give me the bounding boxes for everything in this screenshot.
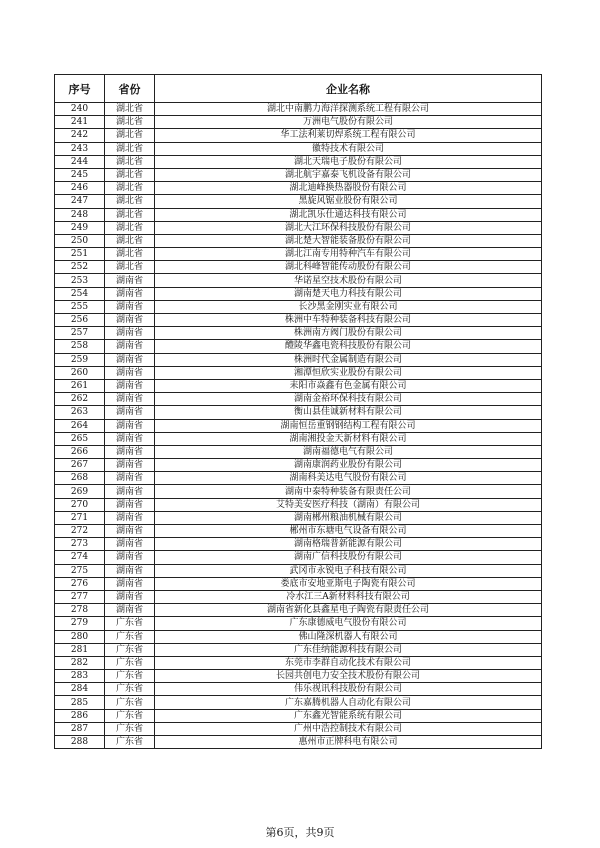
province-cell: 广东省 [105, 617, 155, 630]
table-row [55, 445, 542, 458]
serial-number-cell: 267 [55, 459, 105, 472]
table-row [55, 511, 542, 524]
table-row [55, 155, 542, 168]
company-name-cell: 华诺星空技术股份有限公司 [155, 274, 542, 287]
province-cell: 广东省 [105, 643, 155, 656]
company-name-cell: 醴陵华鑫电瓷科技股份有限公司 [155, 340, 542, 353]
table-row [55, 248, 542, 261]
table-row [55, 551, 542, 564]
serial-number-cell: 256 [55, 314, 105, 327]
company-name-cell: 湘潭恒欣实业股份有限公司 [155, 366, 542, 379]
province-cell: 湖南省 [105, 432, 155, 445]
province-cell: 湖北省 [105, 195, 155, 208]
table-header-row [55, 75, 542, 103]
table-row [55, 604, 542, 617]
table-row [55, 709, 542, 722]
serial-number-cell: 268 [55, 472, 105, 485]
company-name-cell: 湖北楚大智能装备股份有限公司 [155, 234, 542, 247]
serial-number-cell: 259 [55, 353, 105, 366]
province-cell: 湖南省 [105, 551, 155, 564]
header-company-name: 企业名称 [155, 75, 542, 103]
table-row [55, 129, 542, 142]
province-cell: 湖南省 [105, 485, 155, 498]
province-cell: 湖南省 [105, 274, 155, 287]
table-row [55, 182, 542, 195]
table-row [55, 393, 542, 406]
table-body [55, 103, 542, 749]
table-row [55, 261, 542, 274]
province-cell: 湖南省 [105, 393, 155, 406]
company-name-cell: 惠州市正牌科电有限公司 [155, 736, 542, 749]
company-name-cell: 万洲电气股份有限公司 [155, 116, 542, 129]
province-cell: 湖南省 [105, 564, 155, 577]
province-cell: 广东省 [105, 736, 155, 749]
serial-number-cell: 247 [55, 195, 105, 208]
serial-number-cell: 253 [55, 274, 105, 287]
serial-number-cell: 254 [55, 287, 105, 300]
province-cell: 湖南省 [105, 538, 155, 551]
province-cell: 广东省 [105, 683, 155, 696]
company-name-cell: 耒阳市焱鑫有色金属有限公司 [155, 379, 542, 392]
province-cell: 湖北省 [105, 234, 155, 247]
company-name-cell: 湖北科峰智能传动股份有限公司 [155, 261, 542, 274]
province-cell: 湖南省 [105, 314, 155, 327]
table-row [55, 643, 542, 656]
province-cell: 湖南省 [105, 445, 155, 458]
table-row [55, 432, 542, 445]
table-row [55, 300, 542, 313]
table-row [55, 472, 542, 485]
serial-number-cell: 251 [55, 248, 105, 261]
serial-number-cell: 269 [55, 485, 105, 498]
serial-number-cell: 261 [55, 379, 105, 392]
province-cell: 湖南省 [105, 340, 155, 353]
province-cell: 湖南省 [105, 406, 155, 419]
company-name-cell: 佛山隆深机器人有限公司 [155, 630, 542, 643]
company-name-cell: 艾特美安医疗科技（湖南）有限公司 [155, 498, 542, 511]
table-row [55, 485, 542, 498]
serial-number-cell: 244 [55, 155, 105, 168]
province-cell: 湖南省 [105, 353, 155, 366]
table-row [55, 406, 542, 419]
province-cell: 湖北省 [105, 168, 155, 181]
table-row [55, 116, 542, 129]
serial-number-cell: 286 [55, 709, 105, 722]
serial-number-cell: 285 [55, 696, 105, 709]
table-row [55, 538, 542, 551]
serial-number-cell: 272 [55, 525, 105, 538]
company-name-cell: 徽特技术有限公司 [155, 142, 542, 155]
province-cell: 湖北省 [105, 261, 155, 274]
serial-number-cell: 281 [55, 643, 105, 656]
serial-number-cell: 240 [55, 103, 105, 116]
table-row [55, 419, 542, 432]
serial-number-cell: 250 [55, 234, 105, 247]
company-name-cell: 株洲中车特种装备科技有限公司 [155, 314, 542, 327]
province-cell: 广东省 [105, 696, 155, 709]
province-cell: 湖南省 [105, 577, 155, 590]
table-row [55, 696, 542, 709]
table-row [55, 366, 542, 379]
serial-number-cell: 275 [55, 564, 105, 577]
serial-number-cell: 287 [55, 722, 105, 735]
province-cell: 湖南省 [105, 366, 155, 379]
table-row [55, 234, 542, 247]
province-cell: 湖南省 [105, 604, 155, 617]
company-name-cell: 湖南福德电气有限公司 [155, 445, 542, 458]
table-row [55, 577, 542, 590]
table-row [55, 736, 542, 749]
province-cell: 湖北省 [105, 248, 155, 261]
province-cell: 湖南省 [105, 525, 155, 538]
province-cell: 湖北省 [105, 129, 155, 142]
table-row [55, 564, 542, 577]
serial-number-cell: 266 [55, 445, 105, 458]
company-name-cell: 广东嘉腾机器人自动化有限公司 [155, 696, 542, 709]
province-cell: 湖北省 [105, 116, 155, 129]
company-name-cell: 广东鑫光智能系统有限公司 [155, 709, 542, 722]
province-cell: 广东省 [105, 709, 155, 722]
serial-number-cell: 246 [55, 182, 105, 195]
company-name-cell: 娄底市安地亚斯电子陶瓷有限公司 [155, 577, 542, 590]
serial-number-cell: 263 [55, 406, 105, 419]
company-name-cell: 广州中浩控制技术有限公司 [155, 722, 542, 735]
serial-number-cell: 282 [55, 656, 105, 669]
table-row [55, 459, 542, 472]
province-cell: 湖南省 [105, 511, 155, 524]
serial-number-cell: 243 [55, 142, 105, 155]
province-cell: 广东省 [105, 722, 155, 735]
serial-number-cell: 245 [55, 168, 105, 181]
table-row [55, 590, 542, 603]
table-row [55, 327, 542, 340]
table-row [55, 656, 542, 669]
company-name-cell: 衡山县佳诚新材料有限公司 [155, 406, 542, 419]
company-name-cell: 湖北江南专用特种汽车有限公司 [155, 248, 542, 261]
province-cell: 湖南省 [105, 379, 155, 392]
serial-number-cell: 280 [55, 630, 105, 643]
table-row [55, 195, 542, 208]
company-name-cell: 武冈市永锐电子科技有限公司 [155, 564, 542, 577]
serial-number-cell: 258 [55, 340, 105, 353]
page-number: 第6页，共9页 [265, 826, 335, 839]
company-name-cell: 长园共创电力安全技术股份有限公司 [155, 670, 542, 683]
serial-number-cell: 257 [55, 327, 105, 340]
serial-number-cell: 279 [55, 617, 105, 630]
company-name-cell: 黑旋风锯业股份有限公司 [155, 195, 542, 208]
serial-number-cell: 260 [55, 366, 105, 379]
header-serial-number: 序号 [55, 75, 105, 103]
province-cell: 湖北省 [105, 103, 155, 116]
serial-number-cell: 265 [55, 432, 105, 445]
company-name-cell: 湖北大江环保科技股份有限公司 [155, 221, 542, 234]
company-name-cell: 湖北航宇嘉泰飞机设备有限公司 [155, 168, 542, 181]
serial-number-cell: 273 [55, 538, 105, 551]
province-cell: 湖南省 [105, 300, 155, 313]
serial-number-cell: 242 [55, 129, 105, 142]
company-name-cell: 湖北中南鹏力海洋探测系统工程有限公司 [155, 103, 542, 116]
company-name-cell: 广东佳纳能源科技有限公司 [155, 643, 542, 656]
province-cell: 广东省 [105, 670, 155, 683]
table-row [55, 168, 542, 181]
company-name-cell: 湖南郴州粮油机械有限公司 [155, 511, 542, 524]
header-province: 省份 [105, 75, 155, 103]
serial-number-cell: 248 [55, 208, 105, 221]
serial-number-cell: 255 [55, 300, 105, 313]
province-cell: 湖北省 [105, 221, 155, 234]
company-name-cell: 株洲时代金属制造有限公司 [155, 353, 542, 366]
table-row [55, 287, 542, 300]
serial-number-cell: 274 [55, 551, 105, 564]
table-row [55, 103, 542, 116]
company-name-cell: 东莞市李群自动化技术有限公司 [155, 656, 542, 669]
province-cell: 湖南省 [105, 590, 155, 603]
serial-number-cell: 278 [55, 604, 105, 617]
province-cell: 广东省 [105, 630, 155, 643]
province-cell: 湖南省 [105, 419, 155, 432]
serial-number-cell: 270 [55, 498, 105, 511]
company-name-cell: 湖南康润药业股份有限公司 [155, 459, 542, 472]
province-cell: 湖南省 [105, 498, 155, 511]
serial-number-cell: 276 [55, 577, 105, 590]
company-name-cell: 湖南楚天电力科技有限公司 [155, 287, 542, 300]
company-name-cell: 湖南湘投金天新材料有限公司 [155, 432, 542, 445]
company-name-cell: 湖南格瑞普新能源有限公司 [155, 538, 542, 551]
table-row [55, 221, 542, 234]
company-name-cell: 株洲南方阀门股份有限公司 [155, 327, 542, 340]
table-row [55, 525, 542, 538]
serial-number-cell: 283 [55, 670, 105, 683]
table-row [55, 630, 542, 643]
company-name-cell: 湖南广信科技股份有限公司 [155, 551, 542, 564]
serial-number-cell: 264 [55, 419, 105, 432]
table-row [55, 379, 542, 392]
company-name-cell: 湖北凯乐仕通达科技有限公司 [155, 208, 542, 221]
serial-number-cell: 284 [55, 683, 105, 696]
province-cell: 广东省 [105, 656, 155, 669]
province-cell: 湖南省 [105, 459, 155, 472]
province-cell: 湖南省 [105, 327, 155, 340]
serial-number-cell: 249 [55, 221, 105, 234]
company-name-cell: 华工法利莱切焊系统工程有限公司 [155, 129, 542, 142]
province-cell: 湖南省 [105, 472, 155, 485]
company-name-cell: 湖北天瑞电子股份有限公司 [155, 155, 542, 168]
company-name-cell: 长沙黑金刚实业有限公司 [155, 300, 542, 313]
table-row [55, 142, 542, 155]
serial-number-cell: 288 [55, 736, 105, 749]
company-name-cell: 湖南科美达电气股份有限公司 [155, 472, 542, 485]
table-row [55, 617, 542, 630]
serial-number-cell: 252 [55, 261, 105, 274]
province-cell: 湖北省 [105, 208, 155, 221]
table-row [55, 274, 542, 287]
company-name-cell: 湖北迪峰换热器股份有限公司 [155, 182, 542, 195]
company-name-cell: 湖南中泰特种装备有限责任公司 [155, 485, 542, 498]
province-cell: 湖北省 [105, 142, 155, 155]
company-name-cell: 冷水江三A新材料科技有限公司 [155, 590, 542, 603]
table-row [55, 353, 542, 366]
serial-number-cell: 241 [55, 116, 105, 129]
table-row [55, 683, 542, 696]
serial-number-cell: 271 [55, 511, 105, 524]
province-cell: 湖南省 [105, 287, 155, 300]
company-name-cell: 郴州市东塘电气设备有限公司 [155, 525, 542, 538]
company-name-cell: 湖南金裕环保科技有限公司 [155, 393, 542, 406]
province-cell: 湖北省 [105, 182, 155, 195]
table-row [55, 314, 542, 327]
company-name-cell: 广东康德威电气股份有限公司 [155, 617, 542, 630]
table-row [55, 498, 542, 511]
table-row [55, 340, 542, 353]
serial-number-cell: 277 [55, 590, 105, 603]
company-name-cell: 湖南恒岳重钢钢结构工程有限公司 [155, 419, 542, 432]
enterprise-table [54, 74, 542, 749]
table-row [55, 670, 542, 683]
company-name-cell: 伟乐视讯科技股份有限公司 [155, 683, 542, 696]
province-cell: 湖北省 [105, 155, 155, 168]
table-row [55, 208, 542, 221]
serial-number-cell: 262 [55, 393, 105, 406]
table-row [55, 722, 542, 735]
company-name-cell: 湖南省新化县鑫星电子陶瓷有限责任公司 [155, 604, 542, 617]
